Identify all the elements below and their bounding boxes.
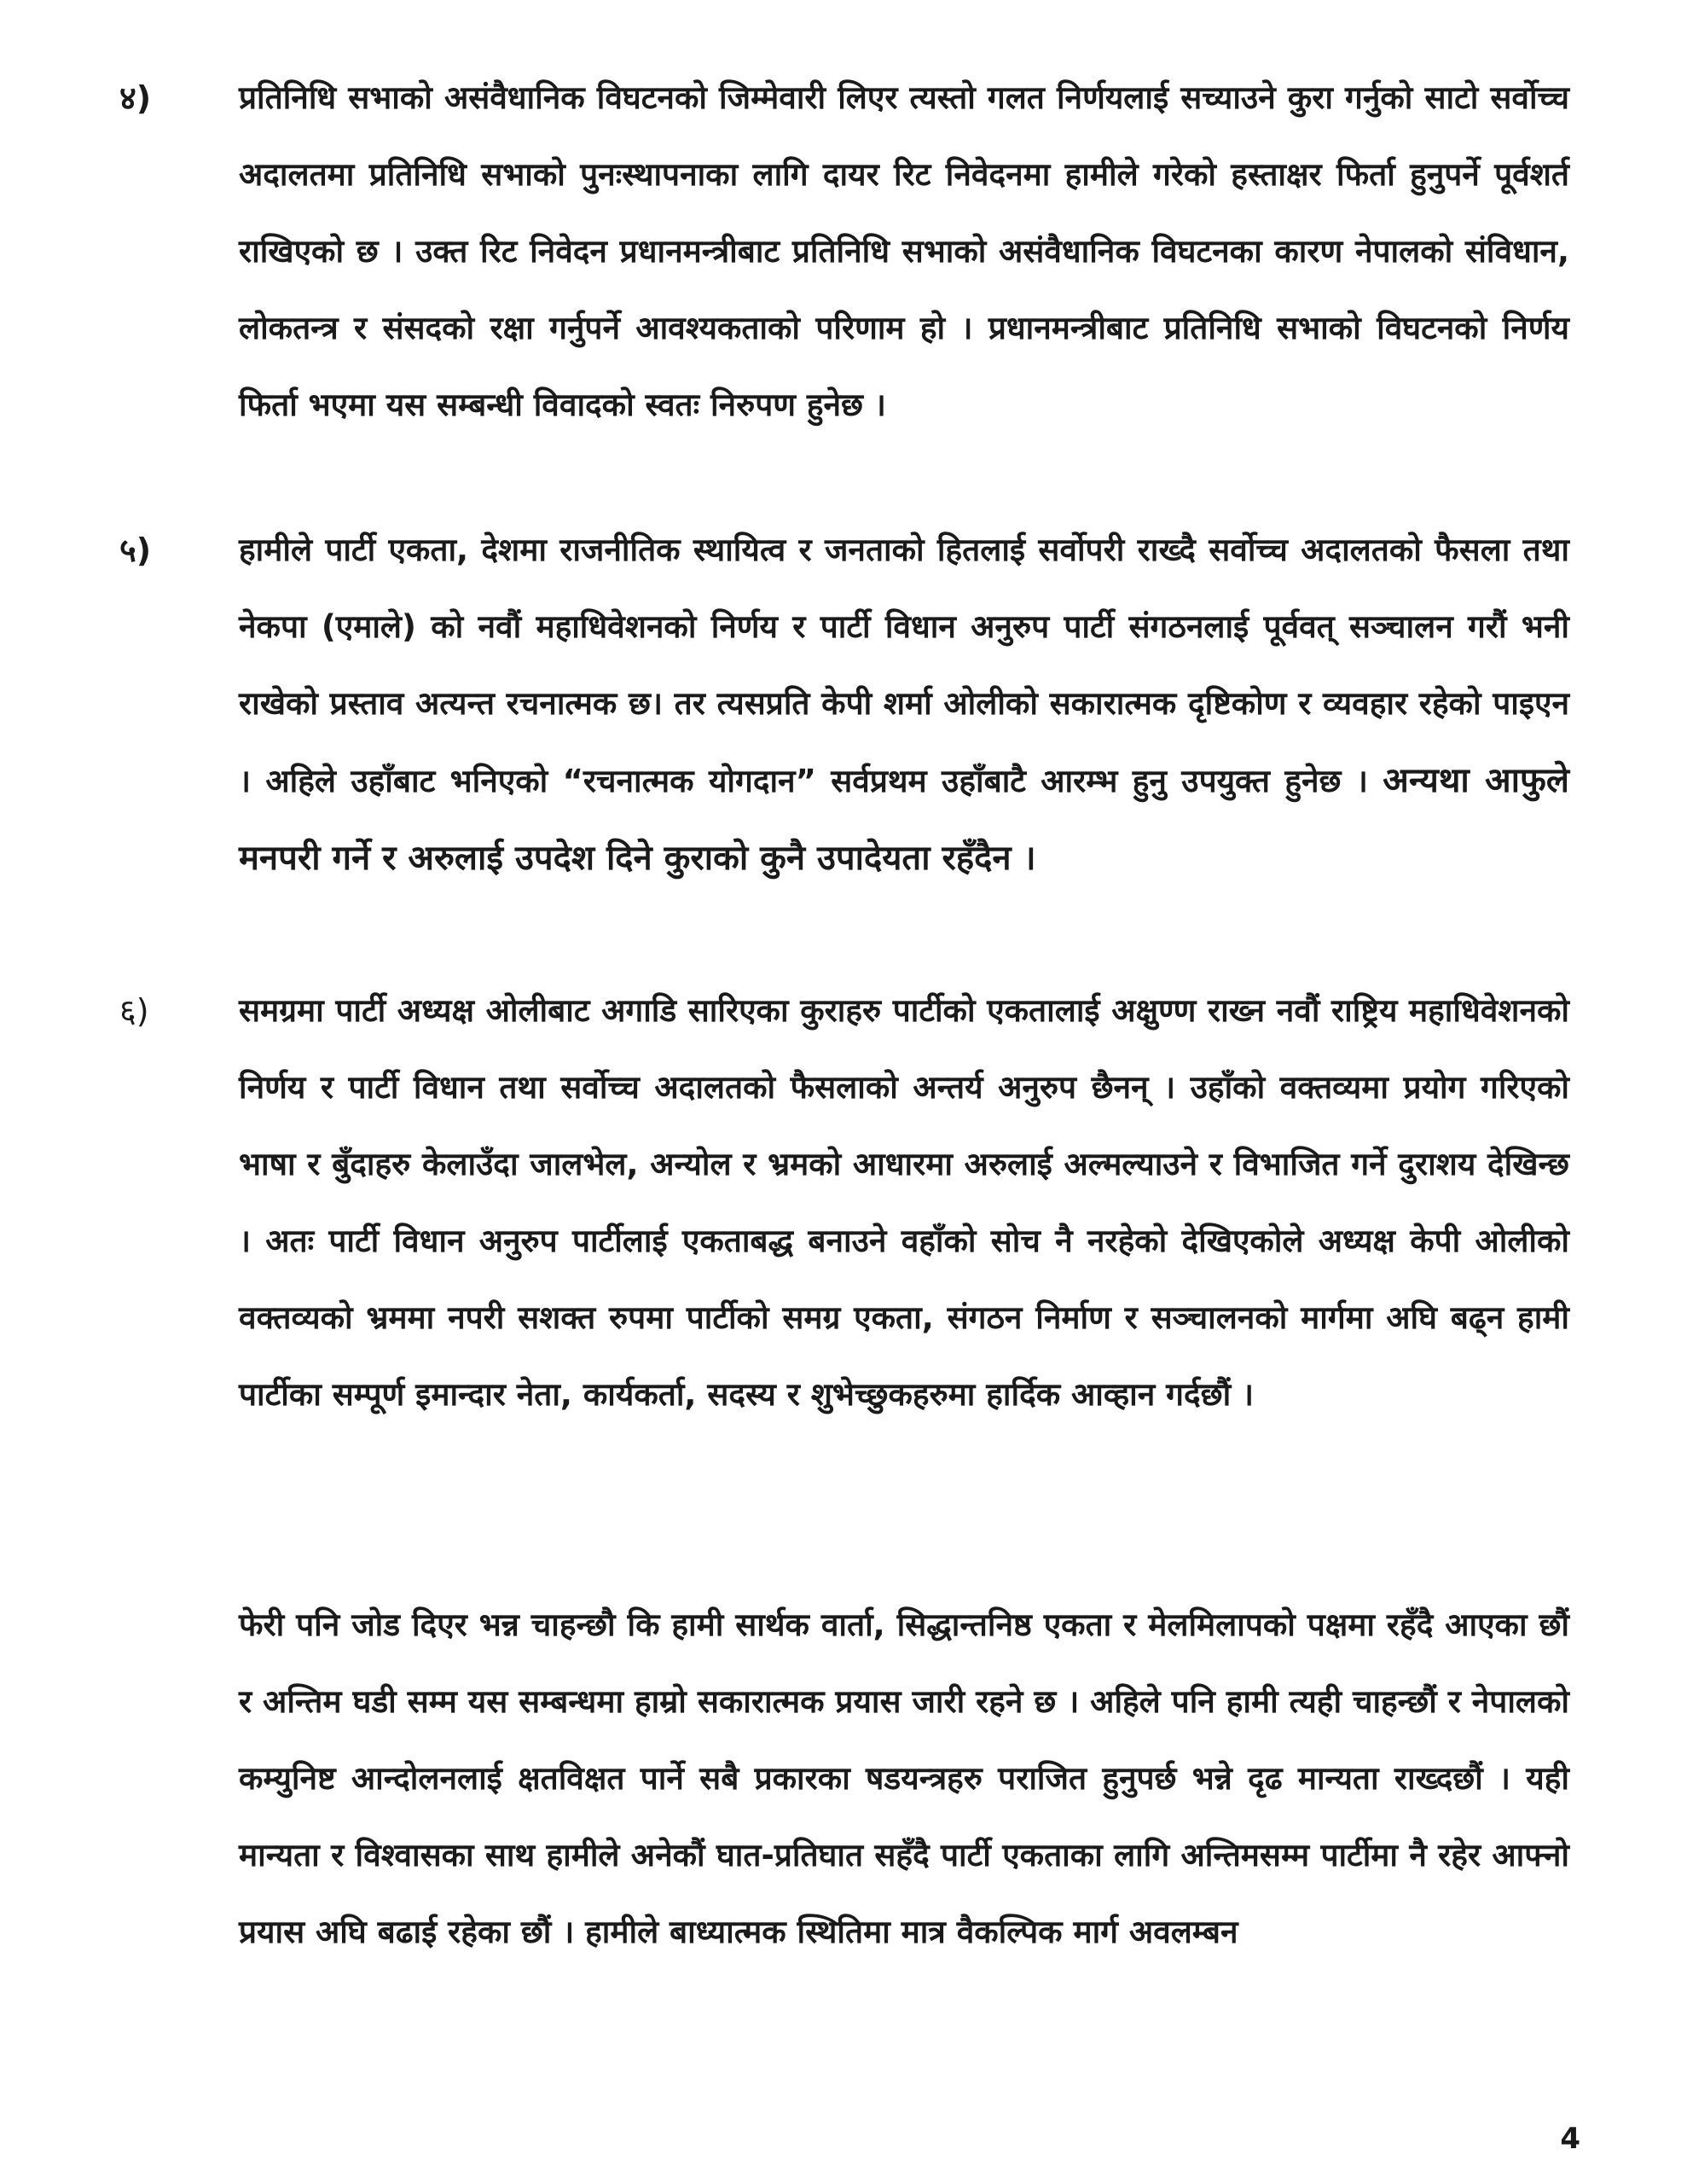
item-5 — [119, 512, 1569, 956]
item-text: समग्रमा पार्टी अध्यक्ष ओलीबाट अगाडि सारिएका कुराहरु पार्टीको एकतालाई अक्षुण्ण राख्न नवौं राष्ट्रिय महाधिवेशनको निर्णय र पार्टी विधान तथा सर्वोच्च अदालतको फैसलाको अन्तर्य अनुरुप छैनन् । उहाँको वक्तव्यमा प्रयोग गरिएको भाषा र बुँदाहरु केलाउँदा जालभेल, अन्योल र भ्रमको आधारमा अरुलाई अल्मल्याउने र विभाजित गर्ने दुराशय देखिन्छ । अतः पार्टी विधान अनुरुप पार्टीलाई एकताबद्ध बनाउने वहाँको सोच नै नरहेको देखिएकोले अध्यक्ष केपी ओलीको वक्तव्यको भ्रममा नपरी सशक्त रुपमा पार्टीको समग्र एकता, संगठन निर्माण र सञ्चालनको मार्गमा अघि बढ्न हामी पार्टीका सम्पूर्ण इमान्दार नेता, कार्यकर्ता, सदस्य र शुभेच्छुकहरुमा हार्दिक आव्हान गर्दछौं । — [239, 992, 1569, 1413]
page-number: 4 — [1560, 2122, 1580, 2156]
item-text: प्रतिनिधि सभाको असंवैधानिक विघटनको जिम्मेवारी लिएर त्यस्तो गलत निर्णयलाई सच्याउने कुरा गर्नुको साटो सर्वोच्च अदालतमा प्रतिनिधि सभाको पुनःस्थापनाका लागि दायर रिट निवेदनमा हामीले गरेको हस्ताक्षर फिर्ता हुनुपर्ने पूर्वशर्त राखिएको छ । उक्त रिट निवेदन प्रधानमन्त्रीबाट प्रतिनिधि सभाको असंवैधानिक विघटनका कारण नेपालको संविधान, लोकतन्त्र र संसदको रक्षा गर्नुपर्ने आवश्यकताको परिणाम हो । प्रधानमन्त्रीबाट प्रतिनिधि सभाको विघटनको निर्णय फिर्ता भएमा यस सम्बन्धी विवादको स्वतः निरुपण हुनेछ । — [239, 79, 1569, 423]
closing-section — [119, 1587, 1569, 2065]
item-4 — [119, 60, 1569, 537]
closing-paragraph: फेरी पनि जोड दिएर भन्न चाहन्छौ कि हामी सार्थक वार्ता, सिद्धान्तनिष्ठ एकता र मेलमिलापको पक्षमा रहँदै आएका छौं र अन्तिम घडी सम्म यस सम्बन्धमा हाम्रो सकारात्मक प्रयास जारी रहने छ । अहिले पनि हामी त्यही चाहन्छौं र नेपालको कम्युनिष्ट आन्दोलनलाई क्षतविक्षत पार्ने सबै प्रकारका षडयन्त्रहरु पराजित हुनुपर्छ भन्ने दृढ मान्यता राख्दछौं । यही मान्यता र विश्वासका साथ हामीले अनेकौं घात-प्रतिघात सहँदै पार्टी एकताका लागि अन्तिमसम्म पार्टीमा नै रहेर आफ्नो प्रयास अघि बढाई रहेका छौं । हामीले बाध्यात्मक स्थितिमा मात्र वैकल्पिक मार्ग अवलम्बन — [239, 1606, 1569, 1950]
item-text-block — [239, 512, 1569, 897]
item-number: ५) — [119, 531, 152, 569]
item-text: हामीले पार्टी एकता, देशमा राजनीतिक स्थायित्व र जनताको हितलाई सर्वोपरी राख्दै सर्वोच्च अदालतको फैसला तथा नेकपा (एमाले) को नवौं महाधिवेशनको निर्णय र पार्टी विधान अनुरुप पार्टी संगठनलाई पूर्ववत् सञ्चालन गरौं भनी राखेको प्रस्ताव अत्यन्त रचनात्मक छ। तर त्यसप्रति केपी शर्मा ओलीको सकारात्मक दृष्टिकोण र व्यवहार रहेको पाइएन । अहिले उहाँबाट भनिएको “रचनात्मक योगदान” सर्वप्रथम उहाँबाटै आरम्भ हुनु उपयुक्त हुनेछ । — [239, 531, 1569, 799]
item-emphasis-text: अन्यथा आफुले मनपरी गर्ने र अरुलाई उपदेश दिने कुराको कुनै उपादेयता रहँदैन । — [239, 761, 1570, 878]
item-number: ४) — [119, 79, 152, 117]
item-number: ६) — [119, 992, 149, 1030]
item-6 — [119, 973, 1569, 1587]
